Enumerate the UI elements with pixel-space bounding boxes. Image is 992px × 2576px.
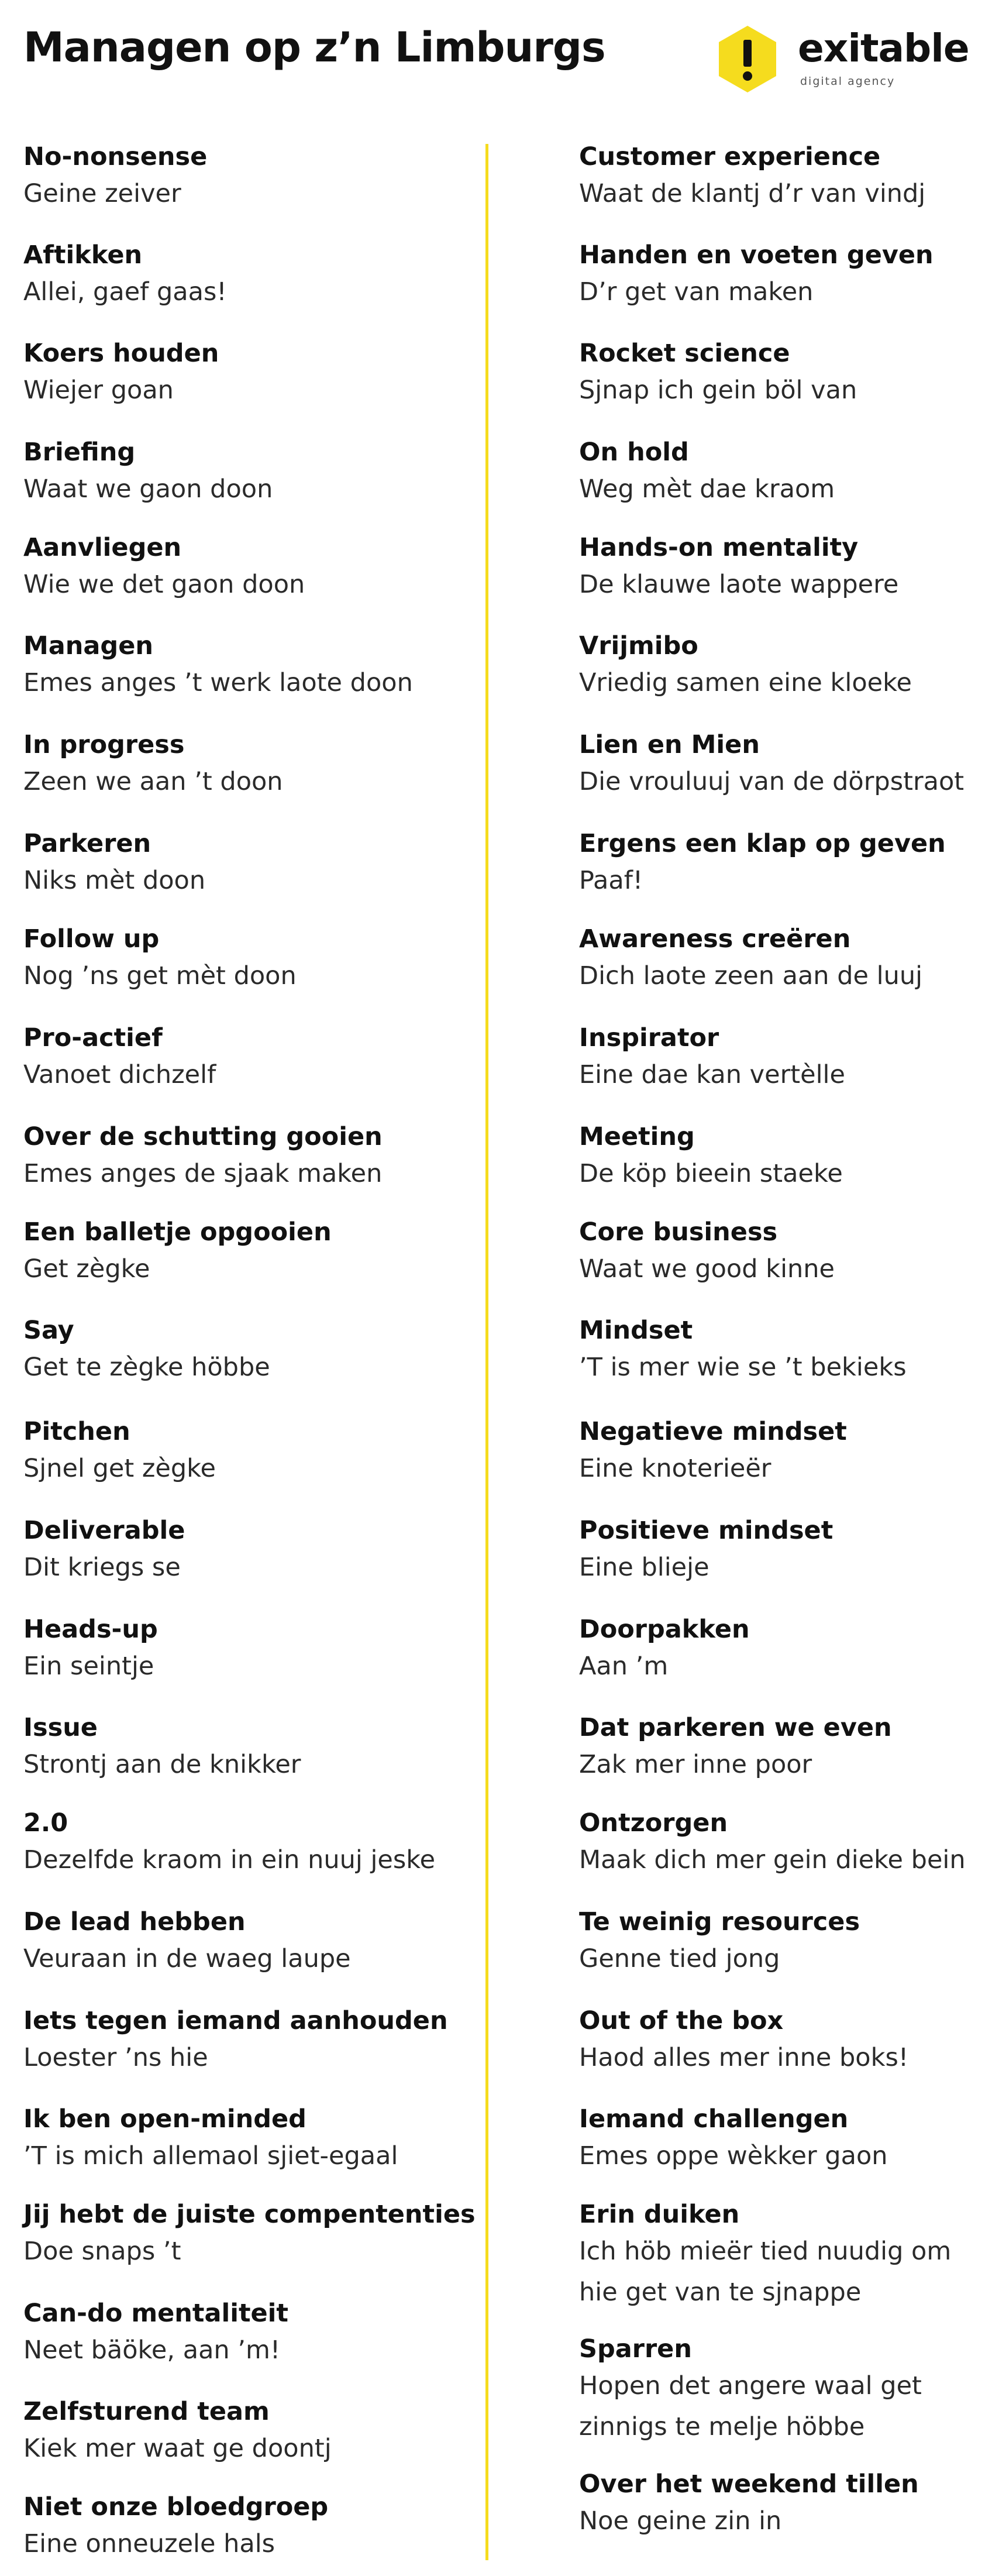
entry-meaning: ’T is mer wie se ’t bekieks (579, 1353, 907, 1382)
entry-meaning: Zeen we aan ’t doon (23, 767, 283, 796)
entry-meaning: De klauwe laote wappere (579, 570, 899, 599)
entry-term: Follow up (23, 924, 160, 954)
header (0, 0, 992, 117)
glossary-entry (579, 2333, 922, 2447)
glossary-entry (579, 1022, 845, 1095)
entry-meaning: Eine onneuzele hals (23, 2529, 275, 2558)
entry-meaning: Strontj aan de knikker (23, 1750, 301, 1779)
entry-meaning: Haod alles mer inne boks! (579, 2043, 909, 2072)
glossary-entry (579, 728, 964, 802)
entry-term: Niet onze bloedgroep (23, 2492, 329, 2522)
entry-meaning: D’r get van maken (579, 277, 814, 307)
glossary-entry (23, 531, 305, 605)
entry-term: Out of the box (579, 2006, 784, 2035)
glossary-entry (23, 1314, 270, 1388)
entry-term: Mindset (579, 1316, 693, 1345)
glossary-entry (23, 923, 297, 996)
entry-meaning: Eine knoterieër (579, 1454, 771, 1483)
entry-term: Koers houden (23, 339, 219, 368)
entry-term: Heads-up (23, 1615, 158, 1644)
logo-wordmark: exitable (798, 26, 969, 71)
entry-meaning: Emes oppe wèkker gaon (579, 2141, 888, 2171)
entry-term: Een balletje opgooien (23, 1218, 332, 1247)
entry-term: 2.0 (23, 1808, 68, 1838)
entry-meaning: Allei, gaef gaas! (23, 277, 227, 307)
glossary-entry (23, 337, 219, 411)
glossary-entry (579, 630, 912, 703)
glossary-entry (579, 1711, 892, 1785)
glossary-entry (579, 1415, 847, 1489)
glossary-entry (23, 2395, 332, 2469)
glossary-entry (23, 2103, 398, 2176)
entry-term: Sparren (579, 2334, 692, 2364)
glossary-entry (23, 728, 283, 802)
exitable-logo (717, 25, 974, 95)
entry-meaning: Eine blieje (579, 1553, 709, 1582)
glossary-entry (579, 1120, 843, 1194)
glossary-entry (579, 140, 925, 214)
entry-term: Aanvliegen (23, 533, 182, 562)
entry-term: Can-do mentaliteit (23, 2299, 288, 2328)
entry-term: Meeting (579, 1122, 695, 1151)
glossary-entry (579, 2468, 919, 2541)
glossary-entry (23, 1216, 332, 1289)
entry-term: Briefing (23, 438, 136, 467)
entry-term: Over de schutting gooien (23, 1122, 383, 1151)
entry-term: Say (23, 1316, 74, 1345)
entry-term: Customer experience (579, 142, 881, 171)
entry-meaning: Niks mèt doon (23, 866, 206, 895)
entry-term: On hold (579, 438, 689, 467)
glossary-entry (23, 1711, 301, 1785)
entry-meaning: Ich höb mieër tied nuudig om hie get van te sjnappe (579, 2237, 952, 2307)
glossary-entry (23, 630, 413, 703)
entry-term: Iets tegen iemand aanhouden (23, 2006, 448, 2035)
entry-meaning: Sjnel get zègke (23, 1454, 216, 1483)
entry-meaning: Noe geine zin in (579, 2506, 782, 2536)
entry-term: Inspirator (579, 1023, 719, 1053)
entry-meaning: De köp bieein staeke (579, 1159, 843, 1188)
glossary-entry (579, 337, 857, 411)
entry-meaning: Wiejer goan (23, 376, 174, 405)
entry-term: Dat parkeren we even (579, 1713, 892, 1742)
entry-meaning: Loester ’ns hie (23, 2043, 208, 2072)
entry-meaning: Vanoet dichzelf (23, 1060, 216, 1089)
exclamation-hexagon-icon (717, 25, 778, 94)
entry-term: Core business (579, 1218, 778, 1247)
entry-meaning: Get te zègke höbbe (23, 1353, 270, 1382)
glossary-entry (23, 140, 207, 214)
glossary-entry (23, 2004, 448, 2078)
entry-meaning: Maak dich mer gein dieke bein (579, 1845, 966, 1875)
glossary-entry (579, 1613, 750, 1687)
entry-term: Positieve mindset (579, 1516, 833, 1545)
entry-term: Deliverable (23, 1516, 185, 1545)
entry-meaning: Aan ’m (579, 1652, 669, 1681)
entry-term: Awareness creëren (579, 924, 851, 954)
entry-term: No-nonsense (23, 142, 208, 171)
entry-term: Zelfsturend team (23, 2397, 270, 2426)
glossary-entry (579, 1314, 907, 1388)
glossary-entry (579, 1514, 833, 1588)
glossary-entry (23, 1514, 185, 1588)
glossary-entry (579, 239, 934, 312)
glossary-entry (579, 531, 898, 605)
entry-term: Ergens een klap op geven (579, 829, 946, 858)
entry-meaning: Neet bäöke, aan ’m! (23, 2336, 281, 2365)
entry-term: Iemand challengen (579, 2104, 849, 2134)
entry-term: Managen (23, 631, 153, 661)
glossary-entry (579, 1216, 835, 1289)
entry-term: Aftikken (23, 240, 143, 270)
glossary-entry (23, 2198, 476, 2272)
entry-meaning: Wie we det gaon doon (23, 570, 305, 599)
glossary-entry (579, 827, 946, 901)
entry-meaning: Geine zeiver (23, 179, 181, 208)
glossary-entry (579, 2198, 951, 2313)
entry-meaning: Zak mer inne poor (579, 1750, 812, 1779)
glossary-entry (23, 1022, 216, 1095)
glossary-entry (23, 436, 273, 510)
entry-term: Handen en voeten geven (579, 240, 934, 270)
entry-term: Jij hebt de juiste compententies (23, 2200, 476, 2229)
entry-term: Rocket science (579, 339, 790, 368)
entry-meaning: Waat we gaon doon (23, 474, 273, 504)
entry-term: Lien en Mien (579, 730, 760, 759)
glossary-entry (579, 1906, 860, 1979)
logo-tagline: digital agency (800, 75, 895, 88)
entry-meaning: Weg mèt dae kraom (579, 474, 835, 504)
entry-meaning: Hopen det angere waal get zinnigs te melje höbbe (579, 2371, 922, 2441)
column-divider (485, 144, 488, 2560)
entry-term: Over het weekend tillen (579, 2470, 919, 2499)
glossary-entry (23, 2491, 328, 2564)
entry-term: Pro-actief (23, 1023, 163, 1053)
entry-meaning: Dezelfde kraom in ein nuuj jeske (23, 1845, 436, 1875)
entry-meaning: Vriedig samen eine kloeke (579, 668, 912, 697)
glossary-entry (23, 1906, 351, 1979)
entry-meaning: Dich laote zeen aan de luuj (579, 961, 923, 990)
glossary-entry (579, 2004, 908, 2078)
entry-term: Ontzorgen (579, 1808, 728, 1838)
entry-term: Ik ben open-minded (23, 2104, 306, 2134)
entry-meaning: Emes anges ’t werk laote doon (23, 668, 413, 697)
entry-meaning: Kiek mer waat ge doontj (23, 2434, 332, 2463)
glossary-entry (23, 239, 227, 312)
entry-term: In progress (23, 730, 185, 759)
glossary-entry (579, 436, 835, 510)
entry-meaning: Waat de klantj d’r van vindj (579, 179, 926, 208)
glossary-entry (23, 827, 205, 901)
glossary-entry (23, 1807, 435, 1880)
entry-meaning: Veuraan in de waeg laupe (23, 1944, 351, 1973)
page-title: Managen op z’n Limburgs (23, 23, 605, 71)
entry-term: Te weinig resources (579, 1907, 860, 1937)
entry-meaning: Paaf! (579, 866, 643, 895)
entry-meaning: Dit kriegs se (23, 1553, 181, 1582)
entry-meaning: Genne tied jong (579, 1944, 780, 1973)
entry-meaning: Sjnap ich gein böl van (579, 376, 857, 405)
entry-meaning: Doe snaps ’t (23, 2237, 181, 2266)
entry-meaning: Ein seintje (23, 1652, 154, 1681)
entry-term: Parkeren (23, 829, 151, 858)
entry-meaning: Get zègke (23, 1254, 150, 1284)
glossary-entry (23, 1415, 216, 1489)
entry-term: Pitchen (23, 1417, 130, 1446)
entry-meaning: Eine dae kan vertèlle (579, 1060, 845, 1089)
entry-term: De lead hebben (23, 1907, 246, 1937)
entry-meaning: Waat we good kinne (579, 1254, 835, 1284)
entry-term: Erin duiken (579, 2200, 740, 2229)
glossary-entry (23, 1613, 158, 1687)
entry-meaning: Nog ’ns get mèt doon (23, 961, 297, 990)
glossary-entry (23, 1120, 383, 1194)
entry-term: Vrijmibo (579, 631, 698, 661)
entry-term: Negatieve mindset (579, 1417, 847, 1446)
entry-term: Issue (23, 1713, 98, 1742)
entry-meaning: Emes anges de sjaak maken (23, 1159, 383, 1188)
glossary-entry (579, 923, 922, 996)
entry-term: Hands-on mentality (579, 533, 859, 562)
glossary-entry (579, 1807, 966, 1880)
glossary-entry (579, 2103, 888, 2176)
entry-meaning: Die vrouluuj van de dörpstraot (579, 767, 965, 796)
entry-term: Doorpakken (579, 1615, 750, 1644)
entry-meaning: ’T is mich allemaol sjiet-egaal (23, 2141, 398, 2171)
glossary-entry (23, 2297, 288, 2371)
